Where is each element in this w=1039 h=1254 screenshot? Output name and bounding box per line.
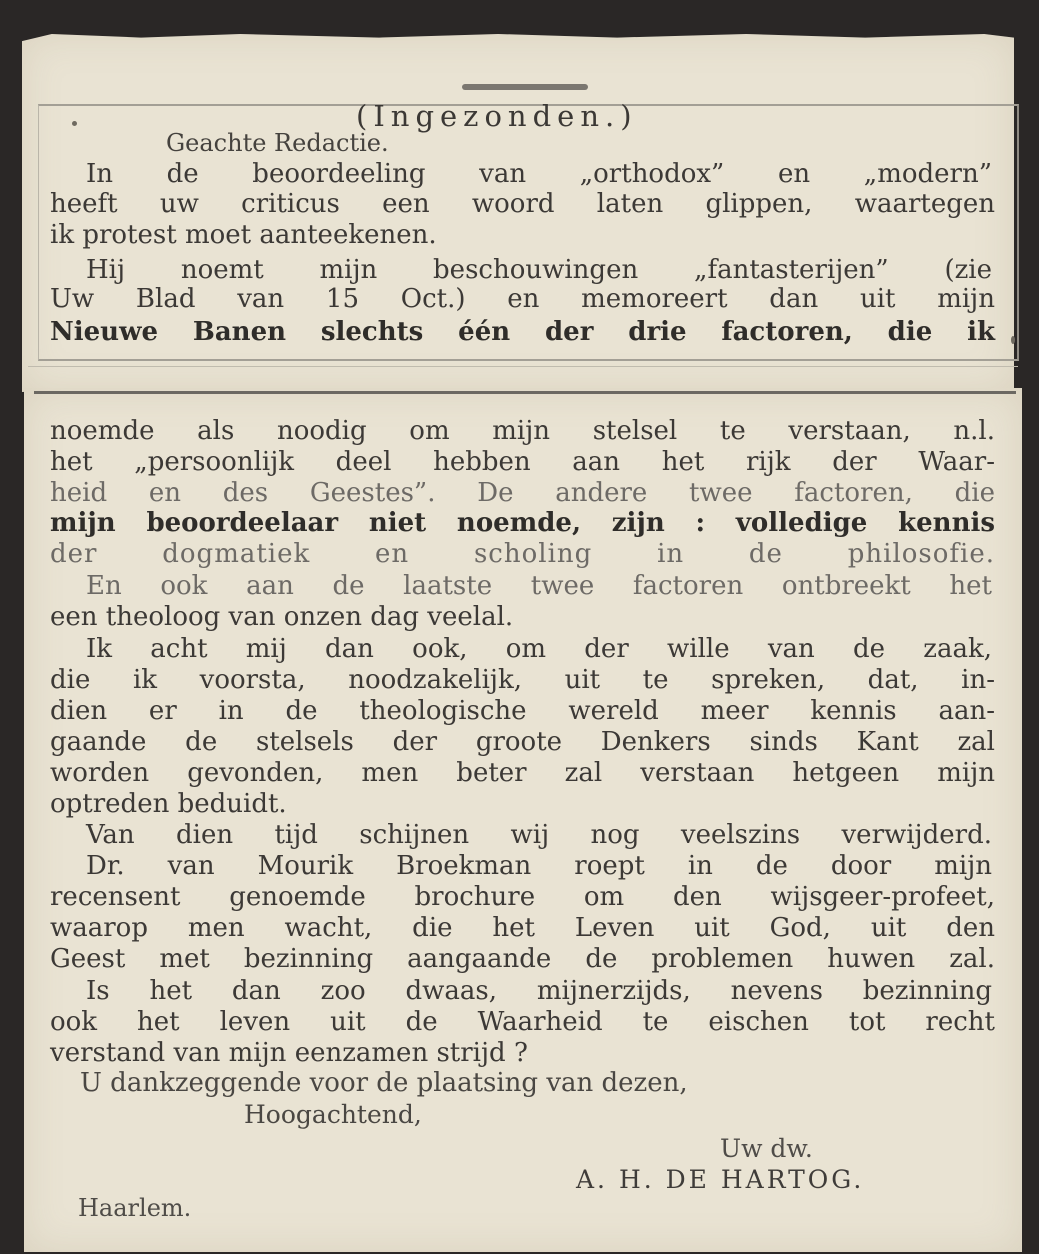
text-line: waarop men wacht, die het Leven uit God, uit den: [50, 913, 995, 943]
text-line: Hij noemt mijn beschouwingen „fantasterijen” (zie: [86, 255, 992, 285]
text-line: verstand van mijn eenzamen strijd ?: [50, 1038, 528, 1068]
text-line: heid en des Geestes”. De andere twee factoren, die: [50, 478, 995, 508]
author-signature: A. H. DE HARTOG.: [576, 1165, 865, 1194]
fold-line: [28, 366, 1018, 367]
text-line: Dr. van Mourik Broekman roept in de door mijn: [86, 851, 992, 881]
text-line: mijn beoordeelaar niet noemde, zijn : volledige kennis: [50, 508, 995, 538]
text-line: noemde als noodig om mijn stelsel te verstaan, n.l.: [50, 416, 995, 446]
text-line: ik protest moet aanteekenen.: [50, 220, 437, 250]
ink-speck: [1011, 336, 1015, 344]
ink-speck: [72, 121, 77, 126]
text-line: Uw Blad van 15 Oct.) en memoreert dan uit mijn: [50, 284, 995, 314]
header-rule: [462, 84, 588, 90]
text-line: ook het leven uit de Waarheid te eischen tot recht: [50, 1007, 995, 1037]
column-separator-rule: [34, 391, 1016, 394]
text-line: die ik voorsta, noodzakelijk, uit te spreken, dat, in-: [50, 665, 995, 695]
text-line: En ook aan de laatste twee factoren ontbreekt het: [86, 571, 992, 601]
closing-abbreviation: Uw dw.: [720, 1134, 813, 1163]
text-line: Nieuwe Banen slechts één der drie factoren, die ik: [50, 317, 995, 347]
text-line: Van dien tijd schijnen wij nog veelszins verwijderd.: [86, 820, 992, 850]
text-line: optreden beduidt.: [50, 789, 287, 819]
text-line: Is het dan zoo dwaas, mijnerzijds, nevens bezinning: [86, 976, 992, 1006]
text-line: dien er in de theologische wereld meer kennis aan-: [50, 696, 995, 726]
text-line: heeft uw criticus een woord laten glippen, waartegen: [50, 189, 995, 219]
text-line: In de beoordeeling van „orthodox” en „modern”: [86, 159, 992, 189]
text-line: Geest met bezinning aangaande de problemen huwen zal.: [50, 944, 995, 974]
text-line: der dogmatiek en scholing in de philosofie.: [50, 539, 995, 569]
text-line: gaande de stelsels der groote Denkers sinds Kant zal: [50, 727, 995, 757]
text-line: Ik acht mij dan ook, om der wille van de zaak,: [86, 634, 992, 664]
closing-line: U dankzeggende voor de plaatsing van dezen,: [80, 1068, 688, 1098]
text-line: recensent genoemde brochure om den wijsgeer-profeet,: [50, 882, 995, 912]
greeting: Hoogachtend,: [244, 1100, 422, 1129]
text-line: een theoloog van onzen dag veelal.: [50, 602, 514, 632]
salutation: Geachte Redactie.: [166, 129, 389, 157]
text-line: het „persoonlijk deel hebben aan het rijk der Waar-: [50, 447, 995, 477]
text-line: worden gevonden, men beter zal verstaan hetgeen mijn: [50, 758, 995, 788]
place-name: Haarlem.: [78, 1194, 192, 1222]
clipping-heading: (Ingezonden.): [356, 99, 638, 133]
